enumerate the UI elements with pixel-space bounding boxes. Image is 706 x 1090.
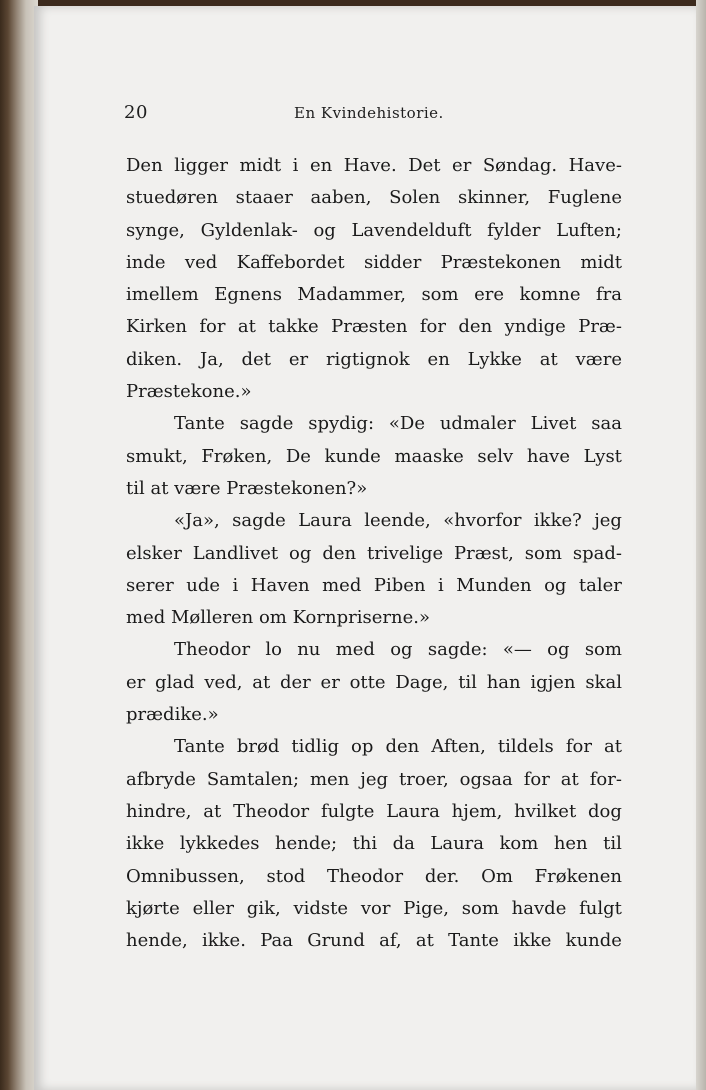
word: Grund (307, 930, 365, 952)
page-number: 20 (124, 102, 148, 123)
word: af, (379, 930, 402, 952)
text-line (126, 667, 622, 699)
word: stod (266, 865, 306, 887)
text-line (126, 441, 622, 473)
word: afbryde (126, 768, 196, 790)
word: for (565, 736, 592, 758)
word: Søndag. (482, 155, 558, 176)
word: Om (481, 865, 513, 887)
word: fulgt (579, 897, 622, 919)
word: «Ja», (174, 510, 220, 532)
running-title: En Kvindehistorie. (294, 104, 444, 122)
text-line (126, 247, 622, 279)
word: thi (352, 833, 378, 855)
word: der (279, 671, 311, 693)
word: Madammer, (297, 284, 406, 306)
word: Frøkenen (534, 865, 622, 887)
word: dog (588, 800, 622, 822)
word: Det (408, 155, 441, 176)
word: komne (519, 284, 581, 306)
word: Laura (386, 800, 440, 822)
word: inde (126, 251, 166, 273)
word: synge, (126, 219, 185, 241)
word: ude (186, 574, 221, 596)
word: og (544, 574, 567, 596)
word: hende, (126, 930, 188, 952)
word: kunde (324, 445, 381, 467)
word: er (320, 671, 340, 693)
page-header (124, 98, 504, 128)
word: og (547, 639, 570, 661)
word: Den (126, 155, 163, 176)
word: ligger (174, 155, 229, 176)
word: Luften; (556, 219, 622, 241)
word: lo (265, 639, 282, 661)
word: med (322, 574, 362, 596)
word: troer, (399, 768, 449, 790)
word: Solen (389, 187, 441, 209)
word: Gyldenlak- (200, 219, 298, 241)
word: Haven (250, 574, 310, 596)
word: Fuglene (547, 187, 622, 209)
word: Laura (298, 510, 352, 532)
word: og (390, 639, 413, 661)
word: hen (553, 833, 588, 855)
word: til (458, 671, 477, 693)
word: ved, (204, 671, 243, 693)
word: som (461, 897, 499, 919)
word: rigtignok (325, 348, 410, 370)
word: for (419, 316, 446, 338)
word: det (241, 348, 271, 370)
word: kom (499, 833, 539, 855)
word: Kirken (126, 316, 187, 338)
word: Theodor (233, 800, 310, 822)
word: at (203, 800, 222, 822)
word: leende, (364, 510, 431, 532)
word: den (458, 316, 493, 338)
word: udmaler (439, 413, 516, 435)
word: Have. (343, 155, 397, 176)
word: fra (595, 284, 622, 306)
word: sagde: (427, 639, 488, 661)
text-line (126, 182, 622, 214)
word: ogsaa (459, 768, 513, 790)
word: otte (349, 671, 386, 693)
text-line (126, 796, 622, 828)
word: Tante (448, 930, 499, 952)
word: Frøken, (201, 445, 273, 467)
text-line (126, 634, 622, 666)
word: ikke. (201, 930, 246, 952)
word: Aften, (431, 736, 486, 758)
word: Lykke (467, 348, 522, 370)
word: midt (239, 155, 282, 176)
text-line: prædike.» (126, 704, 219, 726)
word: imellem (126, 284, 199, 306)
text-line (126, 570, 622, 602)
word: Theodor (174, 639, 251, 661)
word: den (322, 542, 357, 564)
word: en (427, 348, 450, 370)
word: elsker (126, 542, 182, 564)
word: havde (511, 897, 567, 919)
text-line (126, 408, 622, 440)
word: vidste (293, 897, 349, 919)
book-spine-edge (0, 0, 38, 1090)
word: diken. (126, 348, 183, 370)
word: Munden (456, 574, 532, 596)
word: og (313, 219, 336, 241)
word: Kaffebordet (236, 251, 345, 273)
word: Theodor (327, 865, 404, 887)
word: den (385, 736, 420, 758)
word: lykkedes (179, 833, 260, 855)
text-line (126, 925, 622, 957)
body-text (126, 150, 622, 957)
word: saa (591, 413, 622, 435)
word: ved (184, 251, 218, 273)
word: der. (424, 865, 460, 887)
word: at (603, 736, 622, 758)
word: og (289, 542, 312, 564)
word: have (526, 445, 571, 467)
word: Laura (430, 833, 485, 855)
text-line: med Mølleren om Kornpriserne.» (126, 607, 430, 629)
word: hende; (275, 833, 338, 855)
word: gik, (246, 897, 281, 919)
word: sagde (232, 510, 286, 532)
word: for (523, 768, 550, 790)
text-line (126, 538, 622, 570)
word: som (584, 639, 622, 661)
word: spad- (572, 542, 622, 564)
word: jeg (360, 768, 389, 790)
word: fylder (487, 219, 541, 241)
word: Lavendelduft (351, 219, 472, 241)
text-line (126, 311, 622, 343)
word: en (309, 155, 333, 176)
text-line (126, 344, 622, 376)
word: Samtalen; (206, 768, 300, 790)
word: «— (502, 639, 532, 661)
word: midt (580, 251, 622, 273)
word: vor (360, 897, 391, 919)
word: trivelige (367, 542, 444, 564)
word: Præstekonen (440, 251, 562, 273)
word: takke (268, 316, 319, 338)
word: skal (585, 671, 622, 693)
word: selv (477, 445, 514, 467)
page-fore-edge (696, 0, 706, 1090)
word: brød (236, 736, 280, 758)
word: at (560, 768, 579, 790)
word: sagde (239, 413, 294, 435)
word: hjem, (451, 800, 503, 822)
word: «De (388, 413, 425, 435)
word: eller (192, 897, 235, 919)
word: som (524, 542, 562, 564)
word: Tante (174, 736, 225, 758)
word: fulgte (320, 800, 375, 822)
word: Tante (174, 413, 225, 435)
word: hvilket (514, 800, 577, 822)
word: for- (589, 768, 622, 790)
word: da (392, 833, 415, 855)
word: maaske (394, 445, 464, 467)
word: Livet (530, 413, 577, 435)
word: at (539, 348, 558, 370)
word: Omnibussen, (126, 865, 245, 887)
text-line (126, 150, 622, 182)
word: aaben, (310, 187, 372, 209)
word: Præ- (578, 316, 622, 338)
word: «hvorfor (443, 510, 522, 532)
word: i (437, 574, 444, 596)
word: er (288, 348, 309, 370)
word: smukt, (126, 445, 188, 467)
text-line (126, 893, 622, 925)
text-line: Præstekone.» (126, 381, 252, 403)
word: Piben (373, 574, 426, 596)
word: taler (578, 574, 622, 596)
word: nu (297, 639, 321, 661)
word: Præst, (454, 542, 514, 564)
text-line: til at være Præstekonen?» (126, 477, 368, 499)
word: at (237, 316, 256, 338)
text-line (126, 505, 622, 537)
word: er (452, 155, 472, 176)
word: sidder (364, 251, 422, 273)
text-line (126, 861, 622, 893)
word: yndige (504, 316, 566, 338)
word: op (351, 736, 374, 758)
word: staaer (235, 187, 293, 209)
text-line (126, 828, 622, 860)
word: med (335, 639, 375, 661)
word: kjørte (126, 897, 180, 919)
word: er (126, 671, 146, 693)
word: Egnens (214, 284, 282, 306)
word: men (309, 768, 350, 790)
word: skinner, (457, 187, 531, 209)
word: tidlig (291, 736, 339, 758)
text-line (126, 215, 622, 247)
word: kunde (565, 930, 622, 952)
word: ikke (513, 930, 552, 952)
word: tildels (497, 736, 554, 758)
word: ere (474, 284, 504, 306)
word: at (415, 930, 434, 952)
word: til (603, 833, 622, 855)
word: hindre, (126, 800, 192, 822)
word: Ja, (200, 348, 224, 370)
word: jeg (594, 510, 622, 532)
word: Paa (260, 930, 293, 952)
word: han (486, 671, 521, 693)
word: serer (126, 574, 174, 596)
word: i (232, 574, 239, 596)
word: Lyst (583, 445, 622, 467)
word: at (252, 671, 271, 693)
word: igjen (530, 671, 576, 693)
text-line (126, 764, 622, 796)
word: spydig: (308, 413, 375, 435)
word: Præsten (331, 316, 408, 338)
word: De (285, 445, 311, 467)
word: være (575, 348, 622, 370)
word: Have- (568, 155, 622, 176)
word: for (199, 316, 226, 338)
word: Landlivet (192, 542, 279, 564)
word: Dage, (395, 671, 449, 693)
word: som (421, 284, 459, 306)
word: glad (155, 671, 195, 693)
word: ikke (126, 833, 165, 855)
word: Pige, (403, 897, 449, 919)
text-line (126, 731, 622, 763)
word: ikke? (533, 510, 582, 532)
word: stuedøren (126, 187, 218, 209)
text-line (126, 279, 622, 311)
word: i (292, 155, 299, 176)
